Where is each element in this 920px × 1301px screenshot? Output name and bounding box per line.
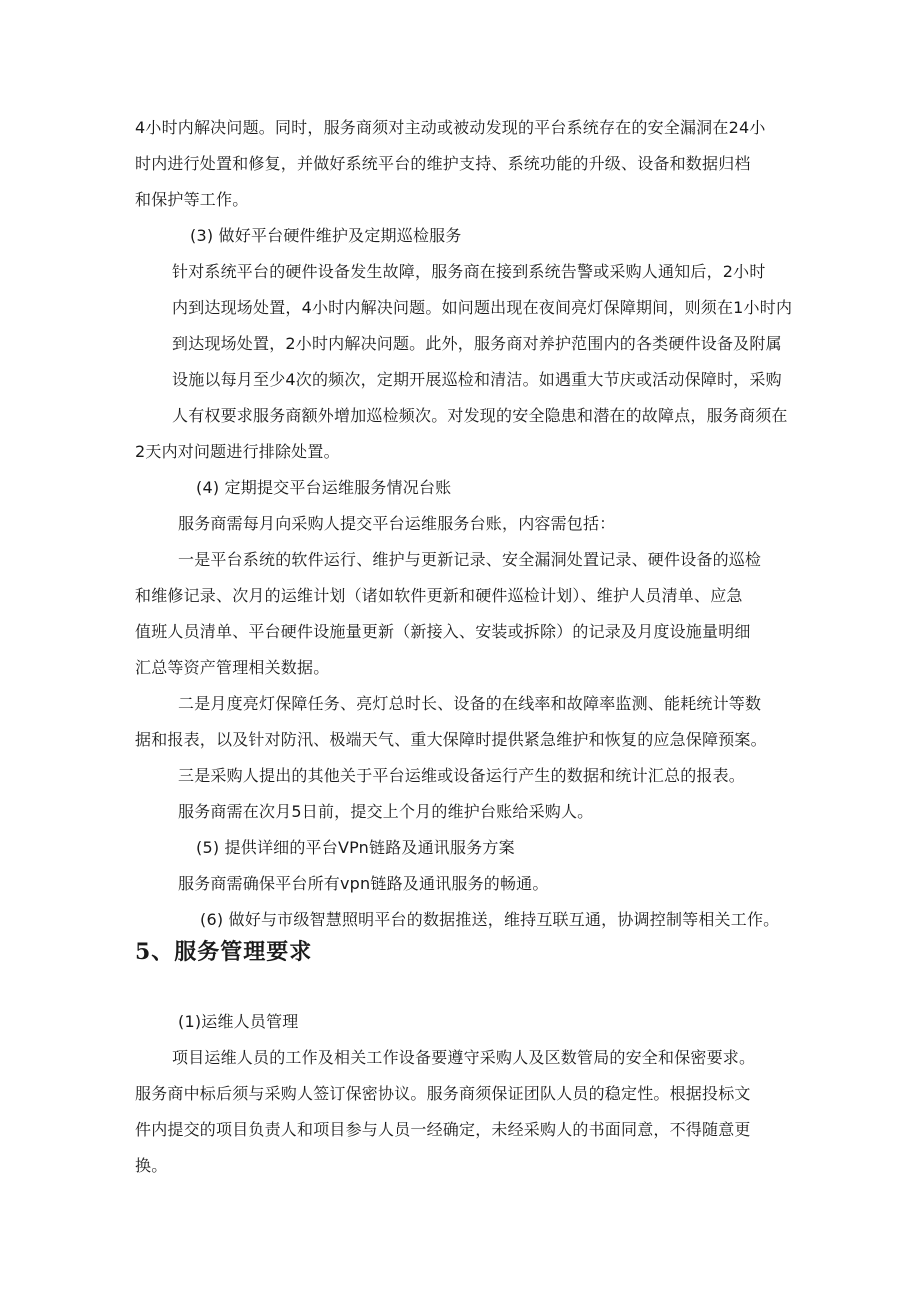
- subheading: (3) 做好平台硬件维护及定期巡检服务: [190, 226, 462, 245]
- text-line: 设施以每月至少4次的频次，定期开展巡检和清洁。如遇重大节庆或活动保障时，采购: [172, 370, 782, 389]
- subheading: (5) 提供详细的平台VPn链路及通讯服务方案: [196, 838, 515, 857]
- text-line: 三是采购人提出的其他关于平台运维或设备运行产生的数据和统计汇总的报表。: [178, 766, 746, 785]
- text-line: 换。: [135, 1156, 168, 1175]
- text-line: 到达现场处置，2小时内解决问题。此外，服务商对养护范围内的各类硬件设备及附属: [172, 334, 782, 353]
- text-line: 一是平台系统的软件运行、维护与更新记录、安全漏洞处置记录、硬件设备的巡检: [178, 550, 762, 569]
- text-line: 二是月度亮灯保障任务、亮灯总时长、设备的在线率和故障率监测、能耗统计等数: [178, 694, 762, 713]
- text-line: 汇总等资产管理相关数据。: [135, 658, 330, 677]
- text-line: 服务商中标后须与采购人签订保密协议。服务商须保证团队人员的稳定性。根据投标文: [135, 1084, 751, 1103]
- text-line: 服务商需确保平台所有vpn链路及通讯服务的畅通。: [178, 874, 549, 893]
- text-line: 2天内对问题进行排除处置。: [135, 442, 340, 461]
- text-line: 人有权要求服务商额外增加巡检频次。对发现的安全隐患和潜在的故障点，服务商须在: [172, 406, 788, 425]
- text-line: 时内进行处置和修复，并做好系统平台的维护支持、系统功能的升级、设备和数据归档: [135, 154, 751, 173]
- text-line: 项目运维人员的工作及相关工作设备要遵守采购人及区数管局的安全和保密要求。: [172, 1048, 756, 1067]
- section-heading: 5、服务管理要求: [135, 939, 313, 965]
- text-line: 服务商需每月向采购人提交平台运维服务台账，内容需包括：: [178, 514, 616, 533]
- subheading: (4) 定期提交平台运维服务情况台账: [196, 478, 452, 497]
- text-line: 内到达现场处置，4小时内解决问题。如问题出现在夜间亮灯保障期间，则须在1小时内: [172, 298, 793, 317]
- text-line: 和维修记录、次月的运维计划（诸如软件更新和硬件巡检计划）、维护人员清单、应急: [135, 586, 743, 605]
- subheading: (1)运维人员管理: [178, 1012, 299, 1031]
- text-line: 服务商需在次月5日前，提交上个月的维护台账给采购人。: [178, 802, 594, 821]
- text-line: 和保护等工作。: [135, 190, 249, 209]
- text-line: 件内提交的项目负责人和项目参与人员一经确定，未经采购人的书面同意，不得随意更: [135, 1120, 751, 1139]
- text-line: 值班人员清单、平台硬件设施量更新（新接入、安装或拆除）的记录及月度设施量明细: [135, 622, 751, 641]
- text-line: 4小时内解决问题。同时，服务商须对主动或被动发现的平台系统存在的安全漏洞在24小: [135, 118, 766, 137]
- text-line: 针对系统平台的硬件设备发生故障，服务商在接到系统告警或采购人通知后，2小时: [172, 262, 766, 281]
- subheading: (6) 做好与市级智慧照明平台的数据推送，维持互联互通，协调控制等相关工作。: [200, 910, 780, 929]
- text-line: 据和报表，以及针对防汛、极端天气、重大保障时提供紧急维护和恢复的应急保障预案。: [135, 730, 767, 749]
